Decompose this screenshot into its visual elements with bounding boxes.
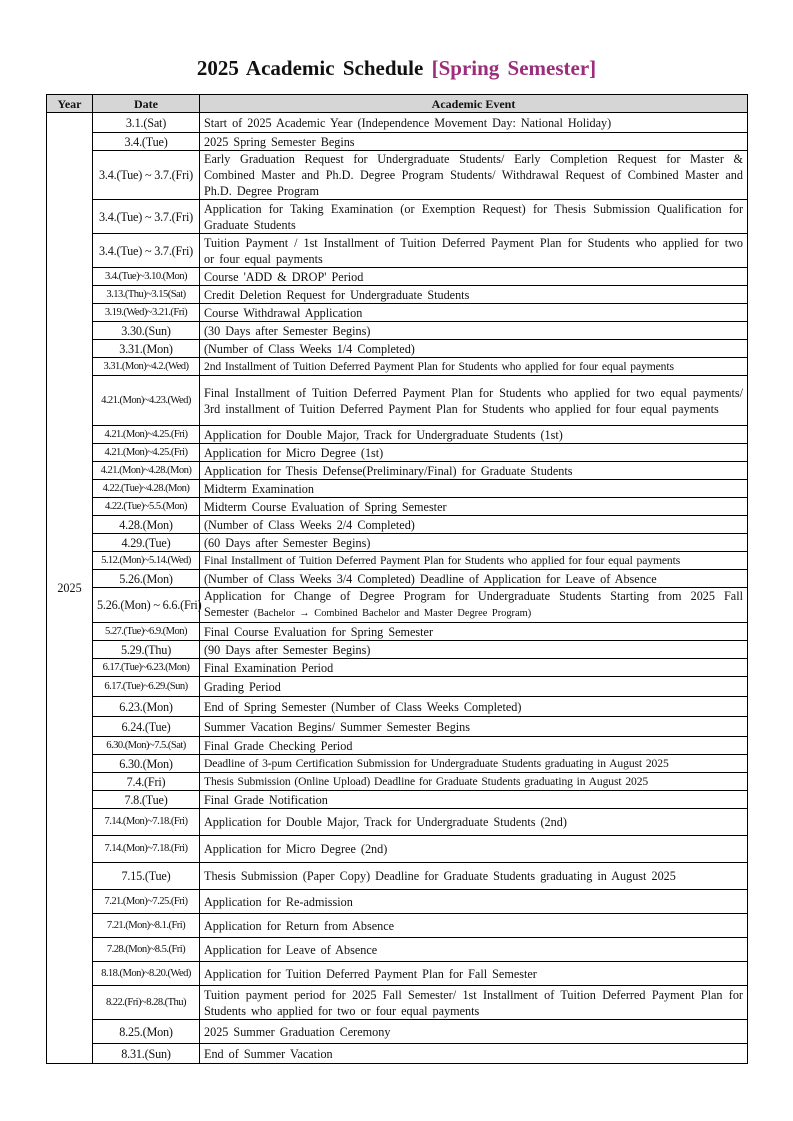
event-cell xyxy=(200,151,748,200)
event-cell xyxy=(200,773,748,791)
date-cell: 8.18.(Mon)~8.20.(Wed) xyxy=(93,962,200,986)
event-text: Application for Micro Degree (1st) xyxy=(204,445,384,460)
header-date: Date xyxy=(93,95,200,113)
date-cell: 3.4.(Tue) xyxy=(93,133,200,151)
event-cell xyxy=(200,986,748,1020)
event-text: Final Grade Checking Period xyxy=(204,738,353,753)
table-row xyxy=(47,444,748,462)
event-cell xyxy=(200,304,748,322)
date-cell: 4.21.(Mon)~4.28.(Mon) xyxy=(93,462,200,480)
date-cell: 7.14.(Mon)~7.18.(Fri) xyxy=(93,836,200,863)
date-cell: 6.17.(Tue)~6.29.(Sun) xyxy=(93,677,200,697)
page-title xyxy=(0,56,793,81)
event-text: Final Installment of Tuition Deferred Payment Plan for Students who applied for two equal payments/ 3rd installment of Tuition Deferred Payment Plan for Students who applied for four equal payments xyxy=(204,385,743,416)
event-text: Application for Thesis Defense(Preliminary/Final) for Graduate Students xyxy=(204,463,573,478)
event-text: Grading Period xyxy=(204,679,281,694)
date-cell: 3.31.(Mon)~4.2.(Wed) xyxy=(93,358,200,376)
event-cell xyxy=(200,133,748,151)
date-cell: 4.21.(Mon)~4.25.(Fri) xyxy=(93,444,200,462)
event-cell xyxy=(200,516,748,534)
event-cell xyxy=(200,322,748,340)
event-text: Application for Double Major, Track for Undergraduate Students (2nd) xyxy=(204,815,567,829)
date-cell: 5.27.(Tue)~6.9.(Mon) xyxy=(93,623,200,641)
date-cell: 8.22.(Fri)~8.28.(Thu) xyxy=(93,986,200,1020)
event-text: Application for Tuition Deferred Payment Plan for Fall Semester xyxy=(204,966,537,981)
table-row xyxy=(47,791,748,809)
table-row xyxy=(47,133,748,151)
event-text: Application for Taking Examination (or Exemption Request) for Thesis Submission Qualification for Graduate Students xyxy=(204,201,743,232)
date-cell: 5.29.(Thu) xyxy=(93,641,200,659)
table-row xyxy=(47,570,748,588)
date-cell: 6.17.(Tue)~6.23.(Mon) xyxy=(93,659,200,677)
date-cell: 6.30.(Mon) xyxy=(93,755,200,773)
date-cell: 6.30.(Mon)~7.5.(Sat) xyxy=(93,737,200,755)
event-text: Application for Double Major, Track for Undergraduate Students (1st) xyxy=(204,427,563,442)
date-cell: 7.28.(Mon)~8.5.(Fri) xyxy=(93,938,200,962)
table-row xyxy=(47,836,748,863)
title-semester: [Spring Semester] xyxy=(431,56,597,80)
event-cell xyxy=(200,1044,748,1064)
table-row xyxy=(47,516,748,534)
event-cell xyxy=(200,914,748,938)
event-text: Final Grade Notification xyxy=(204,792,328,807)
table-row xyxy=(47,480,748,498)
table-row xyxy=(47,286,748,304)
date-cell: 7.8.(Tue) xyxy=(93,791,200,809)
event-text: 2nd Installment of Tuition Deferred Payment Plan for Students who applied for four equal payments xyxy=(204,359,674,373)
table-row xyxy=(47,376,748,426)
event-text: Thesis Submission (Paper Copy) Deadline for Graduate Students graduating in August 2025 xyxy=(204,869,676,883)
date-cell: 5.26.(Mon) xyxy=(93,570,200,588)
event-text: (Number of Class Weeks 1/4 Completed) xyxy=(204,341,415,356)
event-text: Final Installment of Tuition Deferred Payment Plan for Students who applied for four equal payments xyxy=(204,553,681,567)
date-cell: 3.1.(Sat) xyxy=(93,113,200,133)
event-text: Application for Micro Degree (2nd) xyxy=(204,842,388,856)
table-row xyxy=(47,534,748,552)
table-row xyxy=(47,552,748,570)
table-row xyxy=(47,717,748,737)
table-row xyxy=(47,641,748,659)
table-row xyxy=(47,677,748,697)
date-cell: 7.21.(Mon)~7.25.(Fri) xyxy=(93,890,200,914)
event-text: Course 'ADD & DROP' Period xyxy=(204,269,364,284)
event-text: Midterm Course Evaluation of Spring Semester xyxy=(204,499,447,514)
event-cell xyxy=(200,498,748,516)
table-row xyxy=(47,938,748,962)
table-row xyxy=(47,737,748,755)
date-cell: 4.21.(Mon)~4.23.(Wed) xyxy=(93,376,200,426)
date-cell: 4.22.(Tue)~5.5.(Mon) xyxy=(93,498,200,516)
event-text: Summer Vacation Begins/ Summer Semester Begins xyxy=(204,719,471,734)
event-text: Final Course Evaluation for Spring Semester xyxy=(204,624,434,639)
table-row xyxy=(47,340,748,358)
table-row xyxy=(47,498,748,516)
event-text: Course Withdrawal Application xyxy=(204,305,363,320)
date-cell: 3.19.(Wed)~3.21.(Fri) xyxy=(93,304,200,322)
table-row xyxy=(47,773,748,791)
event-text: 2025 Summer Graduation Ceremony xyxy=(204,1024,391,1039)
event-cell xyxy=(200,809,748,836)
table-row xyxy=(47,809,748,836)
table-row xyxy=(47,200,748,234)
event-cell xyxy=(200,552,748,570)
academic-schedule-table xyxy=(46,94,748,1064)
table-row xyxy=(47,1044,748,1064)
event-text: Application for Leave of Absence xyxy=(204,942,378,957)
date-cell: 7.15.(Tue) xyxy=(93,863,200,890)
date-cell: 4.21.(Mon)~4.25.(Fri) xyxy=(93,426,200,444)
event-text: Deadline of 3-pum Certification Submission for Undergraduate Students graduating in August 2025 xyxy=(204,756,669,770)
event-text: Start of 2025 Academic Year (Independence Movement Day: National Holiday) xyxy=(204,115,612,130)
table-row xyxy=(47,358,748,376)
date-cell: 3.31.(Mon) xyxy=(93,340,200,358)
event-text: End of Summer Vacation xyxy=(204,1046,333,1061)
event-cell xyxy=(200,444,748,462)
event-cell xyxy=(200,340,748,358)
date-cell: 7.4.(Fri) xyxy=(93,773,200,791)
event-text: End of Spring Semester (Number of Class Weeks Completed) xyxy=(204,699,522,714)
date-cell: 4.29.(Tue) xyxy=(93,534,200,552)
table-row xyxy=(47,863,748,890)
event-cell xyxy=(200,737,748,755)
event-text: Midterm Examination xyxy=(204,481,314,496)
event-text: Thesis Submission (Online Upload) Deadline for Graduate Students graduating in August 2025 xyxy=(204,774,649,788)
event-text: (90 Days after Semester Begins) xyxy=(204,642,371,657)
table-row xyxy=(47,697,748,717)
event-cell xyxy=(200,200,748,234)
event-cell xyxy=(200,480,748,498)
year-cell: 2025 xyxy=(47,113,93,1064)
table-row xyxy=(47,113,748,133)
table-row xyxy=(47,986,748,1020)
title-main: 2025 Academic Schedule xyxy=(196,56,424,80)
table-row xyxy=(47,462,748,480)
date-cell: 7.14.(Mon)~7.18.(Fri) xyxy=(93,809,200,836)
table-row xyxy=(47,322,748,340)
header-year: Year xyxy=(47,95,93,113)
table-row xyxy=(47,962,748,986)
event-text: Application for Change of Degree Program for Undergraduate Students Starting from 2025 Fall Semester xyxy=(204,589,743,619)
table-row xyxy=(47,588,748,623)
event-cell xyxy=(200,697,748,717)
date-cell: 4.28.(Mon) xyxy=(93,516,200,534)
event-cell xyxy=(200,286,748,304)
event-cell xyxy=(200,268,748,286)
date-cell: 3.4.(Tue) ~ 3.7.(Fri) xyxy=(93,234,200,268)
event-cell xyxy=(200,426,748,444)
date-cell: 3.4.(Tue) ~ 3.7.(Fri) xyxy=(93,200,200,234)
event-text: Application for Return from Absence xyxy=(204,918,395,933)
event-text: Credit Deletion Request for Undergraduate Students xyxy=(204,287,470,302)
date-cell: 5.12.(Mon)~5.14.(Wed) xyxy=(93,552,200,570)
date-cell: 3.13.(Thu)~3.15(Sat) xyxy=(93,286,200,304)
event-cell xyxy=(200,938,748,962)
event-cell xyxy=(200,659,748,677)
event-cell xyxy=(200,890,748,914)
event-text: 2025 Spring Semester Begins xyxy=(204,134,355,149)
date-cell: 8.25.(Mon) xyxy=(93,1020,200,1044)
event-cell xyxy=(200,791,748,809)
table-row xyxy=(47,914,748,938)
event-note: (Bachelor → Combined Bachelor and Master Degree Program) xyxy=(253,608,532,619)
event-cell xyxy=(200,113,748,133)
date-cell: 3.4.(Tue) ~ 3.7.(Fri) xyxy=(93,151,200,200)
event-cell xyxy=(200,677,748,697)
date-cell: 6.24.(Tue) xyxy=(93,717,200,737)
event-cell xyxy=(200,570,748,588)
table-row xyxy=(47,890,748,914)
table-row xyxy=(47,151,748,200)
event-cell xyxy=(200,623,748,641)
table-header-row xyxy=(47,95,748,113)
table-row xyxy=(47,1020,748,1044)
table-row xyxy=(47,234,748,268)
date-cell: 3.30.(Sun) xyxy=(93,322,200,340)
event-text: Tuition Payment / 1st Installment of Tuition Deferred Payment Plan for Students who applied for two or four equal payments xyxy=(204,235,743,266)
event-cell xyxy=(200,534,748,552)
event-text: Early Graduation Request for Undergraduate Students/ Early Completion Request for Master & Combined Master and Ph.D. Degree Program Students/ Withdrawal Request of Combined Master and Ph.D. Degree Program xyxy=(204,152,743,198)
date-cell: 8.31.(Sun) xyxy=(93,1044,200,1064)
table-row xyxy=(47,304,748,322)
table-row xyxy=(47,659,748,677)
event-cell xyxy=(200,836,748,863)
event-cell xyxy=(200,863,748,890)
table-row xyxy=(47,426,748,444)
event-cell xyxy=(200,755,748,773)
event-text: Application for Re-admission xyxy=(204,894,353,909)
date-cell: 7.21.(Mon)~8.1.(Fri) xyxy=(93,914,200,938)
event-text: Tuition payment period for 2025 Fall Semester/ 1st Installment of Tuition Deferred Payment Plan for Students who applied for two or four equal payments xyxy=(204,987,743,1018)
event-cell xyxy=(200,358,748,376)
date-cell: 3.4.(Tue)~3.10.(Mon) xyxy=(93,268,200,286)
event-cell xyxy=(200,641,748,659)
table-row xyxy=(47,268,748,286)
event-text: (30 Days after Semester Begins) xyxy=(204,323,371,338)
event-cell xyxy=(200,462,748,480)
table-row xyxy=(47,755,748,773)
event-text: Final Examination Period xyxy=(204,660,334,675)
event-text: (Number of Class Weeks 2/4 Completed) xyxy=(204,517,415,532)
event-cell xyxy=(200,376,748,426)
event-cell xyxy=(200,588,748,623)
event-cell xyxy=(200,962,748,986)
date-cell: 6.23.(Mon) xyxy=(93,697,200,717)
date-cell: 4.22.(Tue)~4.28.(Mon) xyxy=(93,480,200,498)
event-cell xyxy=(200,234,748,268)
table-row xyxy=(47,623,748,641)
event-text: (60 Days after Semester Begins) xyxy=(204,535,371,550)
event-cell xyxy=(200,717,748,737)
event-text: (Number of Class Weeks 3/4 Completed) Deadline of Application for Leave of Absence xyxy=(204,571,657,586)
header-event: Academic Event xyxy=(200,95,748,113)
event-cell xyxy=(200,1020,748,1044)
date-cell: 5.26.(Mon) ~ 6.6.(Fri) xyxy=(93,588,200,623)
